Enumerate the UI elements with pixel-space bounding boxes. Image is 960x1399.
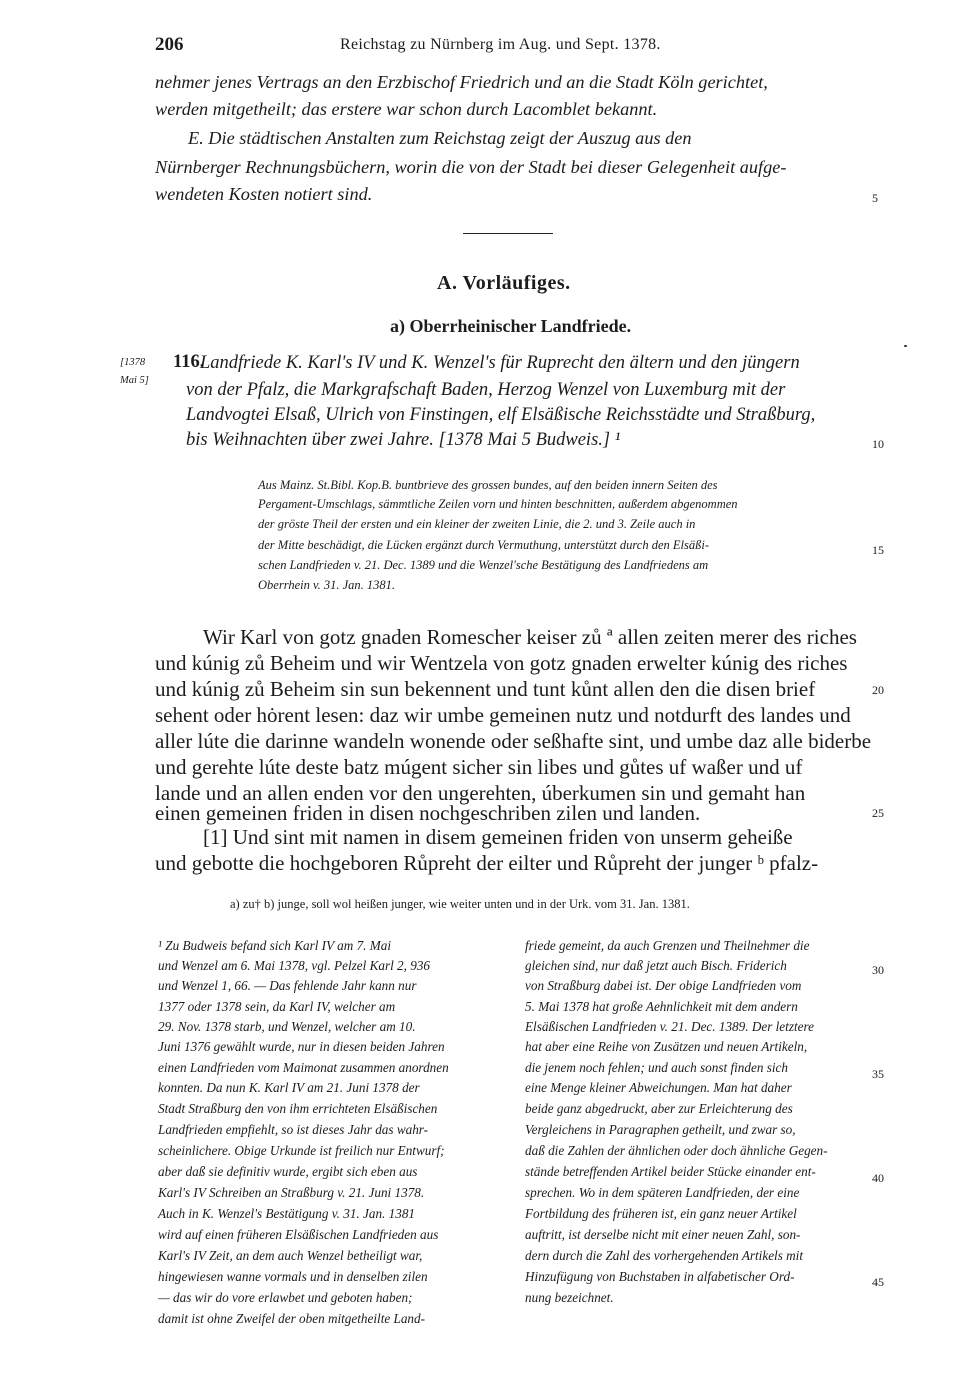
footnote-line: beide ganz abgedruckt, aber zur Erleichterung des: [525, 1101, 793, 1116]
margin-date: [1378: [120, 357, 146, 368]
body-line: und kúnig zů Beheim und wir Wentzela von gotz gnaden erwelter kúnig des riches: [155, 651, 848, 675]
section-heading: A. Vorläufiges.: [437, 272, 571, 294]
footnote-line: 29. Nov. 1378 starb, und Wenzel, welcher am 10.: [158, 1019, 416, 1034]
footnote-line: friede gemeint, da auch Grenzen und Theilnehmer die: [525, 938, 810, 953]
footnote-line: aber daß sie definitiv wurde, ergibt sich eben aus: [158, 1164, 418, 1179]
footnote-line: nung bezeichnet.: [525, 1290, 614, 1305]
line-number: 30: [872, 963, 884, 977]
intro-line: E. Die städtischen Anstalten zum Reichstag zeigt der Auszug aus den: [188, 128, 692, 148]
footnote-line: — das wir do vore erlawbet und geboten haben;: [158, 1290, 413, 1305]
source-line: Aus Mainz. St.Bibl. Kop.B. buntbrieve des grossen bundes, auf den beiden innern Seiten des: [258, 478, 718, 492]
source-line: Oberrhein v. 31. Jan. 1381.: [258, 578, 396, 592]
document-title-line: Landvogtei Elsaß, Ulrich von Finstingen, elf Elsäßische Reichsstädte und Straßburg,: [186, 405, 816, 425]
line-number: 10: [872, 437, 884, 451]
document-title-line: Landfriede K. Karl's IV und K. Wenzel's für Ruprecht den ältern und den jüngern: [200, 353, 800, 373]
body-line: sehent oder hȯrent lesen: daz wir umbe gemeinen nutz und notdurft des landes und: [155, 703, 851, 727]
footnote-line: Landfrieden empfiehlt, so ist dieses Jahr das wahr-: [158, 1122, 429, 1137]
footnote-line: ¹ Zu Budweis befand sich Karl IV am 7. Mai: [158, 938, 392, 953]
footnote-line: wird auf einen früheren Elsäßischen Landfrieden aus: [158, 1227, 439, 1242]
body-line: Wir Karl von gotz gnaden Romescher keiser zů ª allen zeiten merer des riches: [203, 625, 857, 649]
body-line: einen gemeinen friden in disen nochgeschriben zilen und landen.: [155, 801, 701, 825]
subsection-heading: a) Oberrheinischer Landfriede.: [390, 316, 632, 336]
page-number: 206: [155, 34, 184, 55]
footnote-line: Vergleichens in Paragraphen getheilt, und zwar so,: [525, 1122, 796, 1137]
line-number: 45: [872, 1275, 884, 1289]
line-number: 25: [872, 806, 884, 820]
document-title-line: bis Weihnachten über zwei Jahre. [1378 Mai 5 Budweis.] ¹: [186, 430, 621, 450]
footnote-line: Juni 1376 gewählt wurde, nur in diesen beiden Jahren: [158, 1039, 445, 1054]
source-line: der gröste Theil der ersten und ein kleiner der zweiten Linie, die 2. und 3. Zeile auch in: [258, 517, 696, 531]
line-number: 15: [872, 543, 884, 557]
running-title: Reichstag zu Nürnberg im Aug. und Sept. 1378.: [340, 36, 661, 53]
intro-line: wendeten Kosten notiert sind.: [155, 184, 373, 204]
margin-date: Mai 5]: [120, 375, 149, 386]
footnote-line: von Straßburg dabei ist. Der obige Landfrieden vom: [525, 978, 802, 993]
source-line: der Mitte beschädigt, die Lücken ergänzt durch Vermuthung, unterstützt durch den Elsäßi-: [258, 538, 709, 552]
footnote-line: eine Menge kleiner Abweichungen. Man hat daher: [525, 1080, 792, 1095]
intro-line: nehmer jenes Vertrags an den Erzbischof Friedrich und an die Stadt Köln gerichtet,: [155, 72, 768, 92]
footnote-line: sprechen. Wo in dem späteren Landfrieden, der eine: [525, 1185, 800, 1200]
footnote-line: Fortbildung des früheren ist, ein ganz neuer Artikel: [525, 1206, 797, 1221]
footnote-line: 1377 oder 1378 sein, da Karl IV, welcher am: [158, 999, 396, 1014]
line-number: 5: [872, 191, 878, 205]
footnote-line: dern durch die Zahl des vorhergehenden Artikels mit: [525, 1248, 803, 1263]
line-number: 35: [872, 1067, 884, 1081]
divider-rule: [463, 233, 553, 234]
footnote-line: daß die Zahlen der ähnlichen oder doch ähnliche Gegen-: [525, 1143, 828, 1158]
source-line: schen Landfrieden v. 21. Dec. 1389 und die Wenzel'sche Bestätigung des Landfriedens am: [258, 558, 709, 572]
document-number: 116.: [173, 352, 205, 372]
body-line: [1] Und sint mit namen in disem gemeinen friden von unserm geheiße: [203, 825, 793, 849]
footnote-line: einen Landfrieden vom Maimonat zusammen anordnen: [158, 1060, 449, 1075]
body-line: und kúnig zů Beheim sin sun bekennent und tunt kůnt allen den die disen brief: [155, 677, 816, 701]
footnote-line: hingewiesen wanne vormals und in denselben zilen: [158, 1269, 428, 1284]
footnote-line: stände betreffenden Artikel beider Stücke einander ent-: [525, 1164, 816, 1179]
footnote-line: Karl's IV Zeit, an dem auch Wenzel betheiligt war,: [158, 1248, 423, 1263]
ink-speck: [904, 345, 907, 347]
footnote-line: damit ist ohne Zweifel der oben mitgetheilte Land-: [158, 1311, 426, 1326]
footnote-line: auftritt, ist derselbe nicht mit einer neuen Zahl, son-: [525, 1227, 801, 1242]
footnote-line: Stadt Straßburg den von ihm errichteten Elsäßischen: [158, 1101, 438, 1116]
footnote-line: konnten. Da nun K. Karl IV am 21. Juni 1378 der: [158, 1080, 420, 1095]
body-line: und gerehte lúte deste batz múgent sicher sin libes und gůtes uf waßer und uf: [155, 755, 803, 779]
footnote-line: hat aber eine Reihe von Zusätzen und neuen Artikeln,: [525, 1039, 808, 1054]
body-line: und gebotte die hochgeboren Růpreht der eilter und Růpreht der junger ᵇ pfalz-: [155, 851, 819, 875]
footnote-line: und Wenzel am 6. Mai 1378, vgl. Pelzel Karl 2, 936: [158, 958, 431, 973]
intro-line: werden mitgetheilt; das erstere war schon durch Lacomblet bekannt.: [155, 99, 658, 119]
body-line: aller lúte die darinne wandeln wonende oder seßhafte sint, und umbe daz alle biderbe: [155, 729, 872, 753]
footnote-line: Karl's IV Schreiben an Straßburg v. 21. Juni 1378.: [158, 1185, 425, 1200]
footnote-line: die jenem noch fehlen; und auch sonst finden sich: [525, 1060, 788, 1075]
intro-line: Nürnberger Rechnungsbüchern, worin die von der Stadt bei dieser Gelegenheit aufge-: [155, 157, 787, 177]
source-line: Pergament-Umschlags, sämmtliche Zeilen vorn und hinten beschnitten, außerdem abgenommen: [258, 497, 738, 511]
footnote-line: und Wenzel 1, 66. — Das fehlende Jahr kann nur: [158, 978, 417, 993]
body-line: lande und an allen enden vor den ungerehten, úberkumen sin und gemaht han: [155, 781, 806, 805]
line-number: 20: [872, 683, 884, 697]
footnote-line: 5. Mai 1378 hat große Aehnlichkeit mit dem andern: [525, 999, 798, 1014]
document-title-line: von der Pfalz, die Markgrafschaft Baden, Herzog Wenzel von Luxemburg mit der: [186, 380, 786, 400]
footnote-line: Elsäßischen Landfrieden v. 21. Dec. 1389. Der letztere: [525, 1019, 814, 1034]
line-number: 40: [872, 1171, 884, 1185]
textual-notes: a) zu† b) junge, soll wol heißen junger, wie weiter unten und in der Urk. vom 31. Jan. 1381.: [230, 897, 690, 911]
footnote-line: gleichen sind, nur daß jetzt auch Bisch. Friderich: [525, 958, 787, 973]
footnote-line: Hinzufügung von Buchstaben in alfabetischer Ord-: [525, 1269, 795, 1284]
footnote-line: Auch in K. Wenzel's Bestätigung v. 31. Jan. 1381: [158, 1206, 416, 1221]
footnote-line: scheinlichere. Obige Urkunde ist freilich nur Entwurf;: [158, 1143, 445, 1158]
